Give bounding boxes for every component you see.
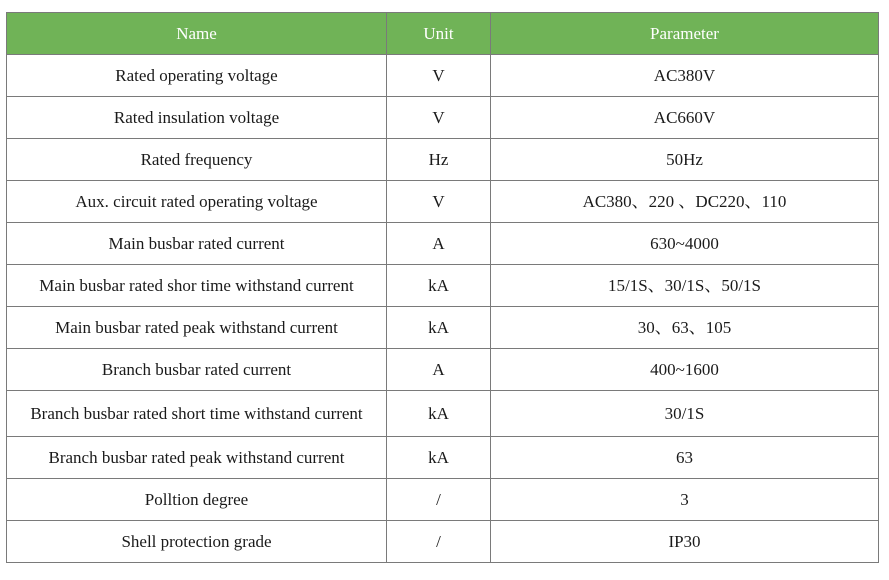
row-name: Main busbar rated current: [7, 223, 387, 265]
row-parameter: 30、63、105: [491, 307, 879, 349]
table-header: [7, 13, 879, 55]
row-unit: kA: [387, 437, 491, 479]
row-parameter: AC380、220 、DC220、110: [491, 181, 879, 223]
row-unit: /: [387, 521, 491, 563]
table-row: [7, 97, 879, 139]
table-row: [7, 307, 879, 349]
row-parameter: 400~1600: [491, 349, 879, 391]
table-row: [7, 437, 879, 479]
spec-table: [6, 12, 879, 563]
table-row: [7, 479, 879, 521]
row-name: Branch busbar rated current: [7, 349, 387, 391]
row-unit: kA: [387, 307, 491, 349]
row-parameter: 15/1S、30/1S、50/1S: [491, 265, 879, 307]
row-name: Branch busbar rated peak withstand current: [7, 437, 387, 479]
row-parameter: IP30: [491, 521, 879, 563]
header-unit: Unit: [387, 13, 491, 55]
row-parameter: 50Hz: [491, 139, 879, 181]
row-unit: V: [387, 55, 491, 97]
row-name: Rated frequency: [7, 139, 387, 181]
row-unit: /: [387, 479, 491, 521]
row-name: Shell protection grade: [7, 521, 387, 563]
row-parameter: AC380V: [491, 55, 879, 97]
table-row: [7, 349, 879, 391]
table-row: [7, 223, 879, 265]
table-row: [7, 521, 879, 563]
row-unit: A: [387, 223, 491, 265]
header-parameter: Parameter: [491, 13, 879, 55]
row-unit: Hz: [387, 139, 491, 181]
header-name: Name: [7, 13, 387, 55]
row-parameter: 3: [491, 479, 879, 521]
row-parameter: 30/1S: [491, 391, 879, 437]
row-parameter: 63: [491, 437, 879, 479]
row-name: Branch busbar rated short time withstand current: [7, 391, 387, 437]
row-unit: kA: [387, 265, 491, 307]
table-row: [7, 265, 879, 307]
row-name: Rated insulation voltage: [7, 97, 387, 139]
row-name: Polltion degree: [7, 479, 387, 521]
row-name: Aux. circuit rated operating voltage: [7, 181, 387, 223]
header-row: [7, 13, 879, 55]
row-unit: V: [387, 97, 491, 139]
table-body: [7, 55, 879, 563]
table-row: [7, 181, 879, 223]
row-parameter: 630~4000: [491, 223, 879, 265]
table-row: [7, 55, 879, 97]
row-parameter: AC660V: [491, 97, 879, 139]
table-row: [7, 391, 879, 437]
row-name: Main busbar rated shor time withstand current: [7, 265, 387, 307]
row-unit: V: [387, 181, 491, 223]
row-unit: A: [387, 349, 491, 391]
row-name: Main busbar rated peak withstand current: [7, 307, 387, 349]
row-name: Rated operating voltage: [7, 55, 387, 97]
row-unit: kA: [387, 391, 491, 437]
table-row: [7, 139, 879, 181]
